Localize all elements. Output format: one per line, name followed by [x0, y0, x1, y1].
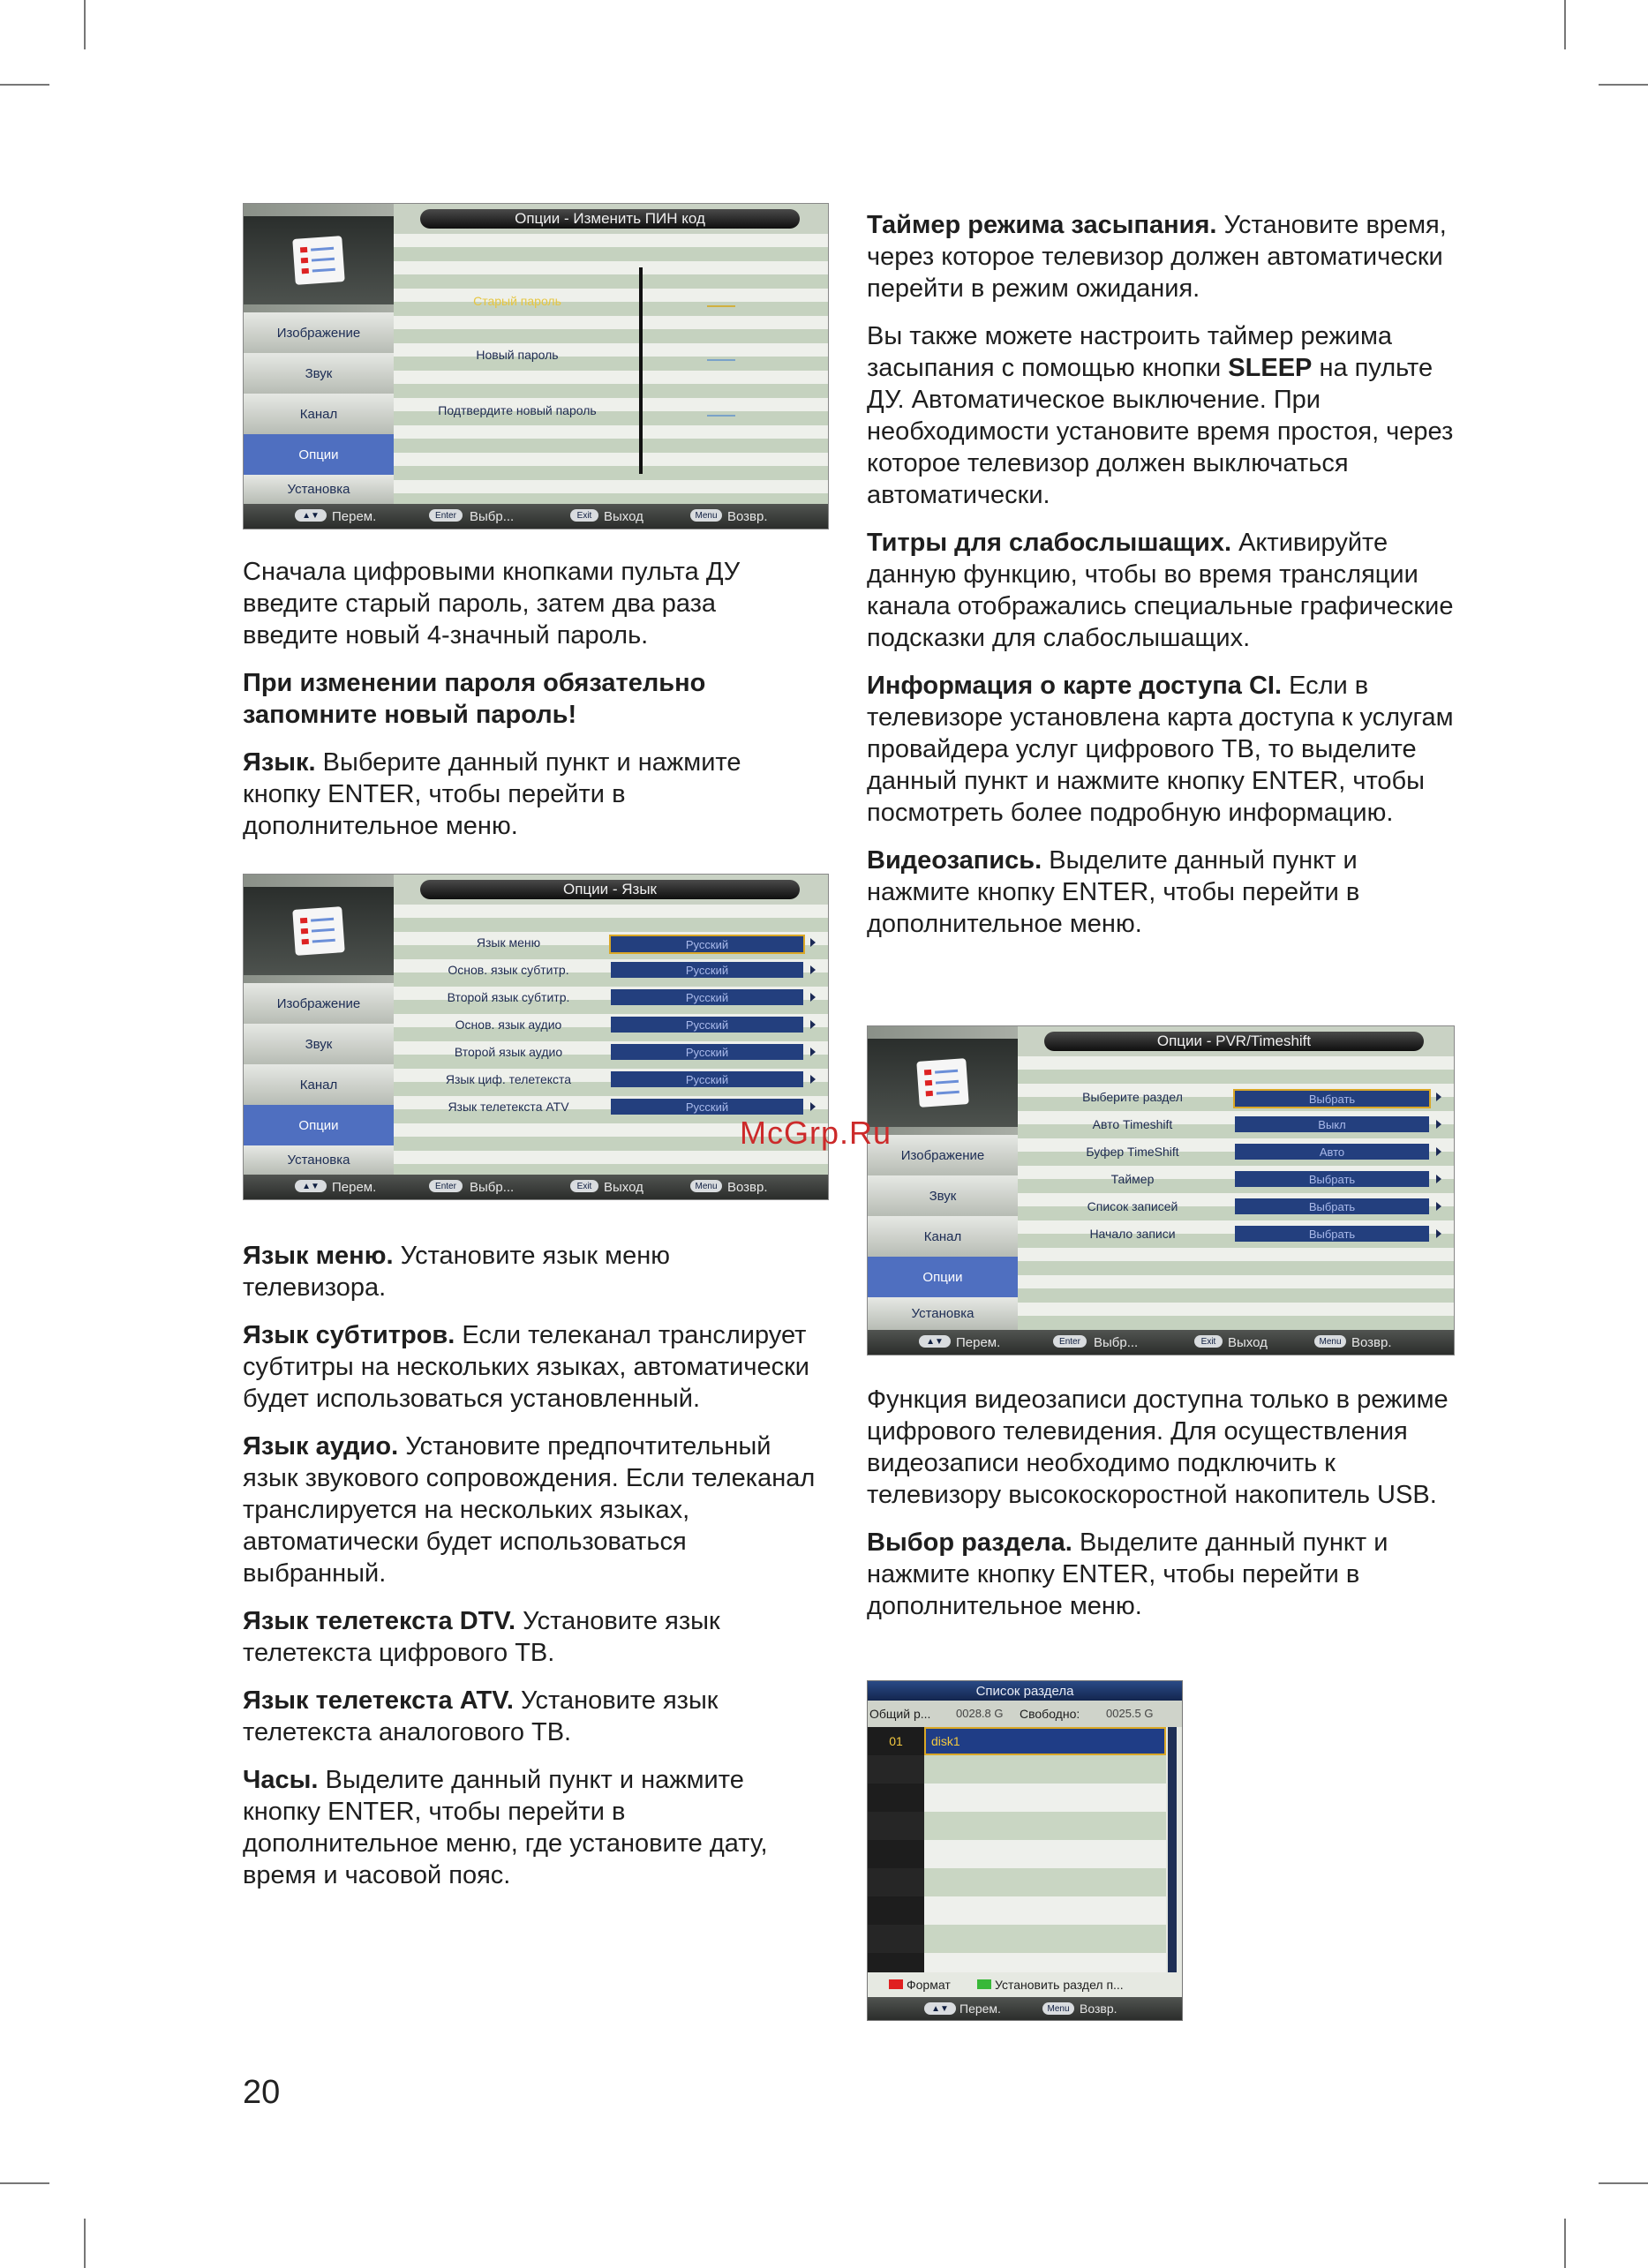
paragraph: [243, 667, 816, 731]
footer-move: Перем.: [332, 1180, 377, 1195]
row-number: 01: [868, 1727, 924, 1755]
table-row[interactable]: [868, 1727, 1166, 1755]
nav-picture[interactable]: Изображение: [868, 1135, 1018, 1176]
page-number: 20: [243, 2074, 281, 2111]
notepad-icon: [292, 906, 344, 956]
footer-back: Возвр.: [727, 509, 768, 524]
paragraph: [243, 1431, 816, 1589]
confirm-password-label[interactable]: Подтвердите новый пароль: [438, 403, 597, 417]
paragraph: [243, 1240, 816, 1303]
row-name[interactable]: disk1: [924, 1727, 1166, 1755]
text: Выделите данный пункт и нажмите кнопку ENTER, чтобы перейти в дополнительное меню.: [867, 846, 1360, 938]
text: Установите язык телетекста аналогового ТВ.: [243, 1686, 719, 1746]
new-password-label[interactable]: Новый пароль: [476, 348, 559, 362]
left-column-top: [243, 556, 816, 858]
text: , чтобы перейти в дополнительное меню.: [243, 780, 626, 840]
row-cell: [868, 1868, 924, 1896]
old-password-input[interactable]: [707, 305, 735, 307]
nav-setup[interactable]: Установка: [244, 475, 394, 505]
options-logo: [868, 1039, 1018, 1127]
row-cell: [868, 1896, 924, 1925]
lang-value[interactable]: Русский: [611, 962, 803, 978]
pin-change-screenshot: [243, 203, 829, 529]
arrow-icon: [810, 965, 816, 974]
nav-picture[interactable]: Изображение: [244, 983, 394, 1025]
lang-label[interactable]: Язык телетекста ATV: [448, 1100, 569, 1114]
bold-text: Таймер режима засыпания.: [867, 211, 1217, 239]
paragraph: [243, 1764, 816, 1891]
table-row: [868, 1925, 1166, 1953]
arrow-icon: [1436, 1147, 1441, 1156]
paragraph: [867, 845, 1454, 940]
pvr-label[interactable]: Таймер: [1110, 1172, 1155, 1186]
nav-options[interactable]: Опции: [244, 1105, 394, 1146]
paragraph: [243, 747, 816, 842]
side-menu: [244, 204, 394, 504]
nav-channel[interactable]: Канал: [868, 1216, 1018, 1258]
confirm-password-input[interactable]: [707, 415, 735, 417]
menu-key: Menu: [1314, 1335, 1346, 1348]
lang-value[interactable]: Русский: [611, 989, 803, 1005]
nav-channel[interactable]: Канал: [244, 394, 394, 435]
row-cell: [868, 1784, 924, 1812]
pvr-value[interactable]: Выбрать: [1235, 1198, 1429, 1214]
partition-title: Список раздела: [868, 1681, 1182, 1701]
footer-exit: Выход: [1228, 1335, 1268, 1350]
pvr-label[interactable]: Буфер TimeShift: [1086, 1145, 1179, 1159]
crop-mark: [1599, 2182, 1648, 2184]
exit-key: Exit: [570, 509, 598, 522]
text: Установите предпочтительный язык звукового сопровождения. Если телеканал транслируется на нескольких языках, автоматически будет использоваться выбранный.: [243, 1432, 816, 1588]
row-cell: [924, 1896, 1166, 1925]
table-row: [868, 1784, 1166, 1812]
pvr-value[interactable]: Выкл: [1235, 1116, 1429, 1132]
notepad-icon: [292, 236, 344, 285]
row-cell: [924, 1812, 1166, 1840]
arrow-icon: [810, 938, 816, 947]
paragraph: [243, 1605, 816, 1669]
bold-text: Язык аудио.: [243, 1432, 399, 1461]
pvr-screenshot: [867, 1025, 1455, 1356]
partition-info: [868, 1701, 1182, 1727]
right-column-top: [867, 209, 1454, 956]
lang-value[interactable]: Русский: [611, 1017, 803, 1033]
paragraph: [867, 1527, 1454, 1622]
bold-text: Язык телетекста ATV.: [243, 1686, 514, 1715]
arrow-icon: [1436, 1175, 1441, 1183]
notepad-icon: [916, 1058, 968, 1108]
bold-text: Видеозапись.: [867, 846, 1042, 875]
pvr-label[interactable]: Выберите раздел: [1082, 1090, 1183, 1104]
text: Активируйте данную функцию, чтобы во время трансляции канала отображались специальные графические подсказки для слабослышащих.: [867, 529, 1454, 652]
exit-key: Exit: [570, 1180, 598, 1192]
footer-move: Перем.: [959, 2001, 1001, 2016]
arrow-icon: [1436, 1202, 1441, 1211]
footer-back: Возвр.: [727, 1180, 768, 1195]
bold-text: Язык.: [243, 748, 316, 777]
options-logo: [244, 887, 394, 975]
row-cell: [868, 1840, 924, 1868]
enter-key: Enter: [429, 1180, 463, 1192]
bold-text: Язык меню.: [243, 1242, 394, 1270]
arrows-key: ▲▼: [924, 2002, 956, 2015]
green-key-icon: [977, 1979, 991, 1989]
nav-picture[interactable]: Изображение: [244, 312, 394, 354]
row-cell: [924, 1868, 1166, 1896]
exit-key: Exit: [1194, 1335, 1223, 1348]
paragraph: [243, 1685, 816, 1748]
partition-list-screenshot: [867, 1680, 1183, 2021]
crop-mark: [1564, 0, 1566, 49]
paragraph: Сначала цифровыми кнопками пульта ДУ введите старый пароль, затем два раза введите новый 4-значный пароль.: [243, 558, 741, 650]
bold-text: ENTER: [327, 780, 415, 808]
text: Установите язык телетекста цифрового ТВ.: [243, 1607, 720, 1667]
pvr-value[interactable]: Выбрать: [1235, 1171, 1429, 1187]
arrow-icon: [1436, 1229, 1441, 1238]
text: Если в телевизоре установлена карта доступа к услугам провайдера услуг цифрового ТВ, то выделите данный пункт и нажмите кнопку ENTER, чтобы посмотреть более подробную информацию.: [867, 672, 1454, 827]
footer-exit: Выход: [604, 509, 643, 524]
table-row: [868, 1812, 1166, 1840]
arrow-icon: [810, 993, 816, 1002]
pvr-label[interactable]: Авто Timeshift: [1092, 1117, 1173, 1131]
lang-label[interactable]: Язык циф. телетекста: [445, 1072, 572, 1086]
partition-footer: [868, 1997, 1182, 2020]
arrow-icon: [1436, 1093, 1441, 1101]
format-action[interactable]: Формат: [907, 1978, 951, 1992]
footer-bar: [244, 1175, 828, 1199]
bold-text: Часы.: [243, 1766, 319, 1794]
left-column-bottom: [243, 1240, 816, 1907]
text: Если телеканал транслирует субтитры на нескольких языках, автоматически будет использоваться установленный.: [243, 1321, 809, 1413]
lang-label[interactable]: Основ. язык субтитр.: [448, 963, 569, 977]
red-key-icon: [889, 1979, 903, 1989]
arrow-icon: [810, 1102, 816, 1111]
pvr-value[interactable]: Выбрать: [1235, 1226, 1429, 1242]
crop-mark: [1599, 84, 1648, 86]
row-cell: [924, 1840, 1166, 1868]
nav-channel[interactable]: Канал: [244, 1064, 394, 1106]
nav-setup[interactable]: Установка: [868, 1297, 1018, 1331]
pvr-label[interactable]: Список записей: [1087, 1199, 1178, 1213]
lang-label[interactable]: Основ. язык аудио: [455, 1018, 562, 1032]
arrow-icon: [1436, 1120, 1441, 1129]
menu-key: Menu: [690, 509, 722, 522]
nav-sound[interactable]: Звук: [868, 1175, 1018, 1217]
footer-select: Выбр...: [470, 509, 515, 524]
new-password-input[interactable]: [707, 359, 735, 361]
crop-mark: [84, 2219, 86, 2268]
footer-select: Выбр...: [470, 1180, 515, 1195]
lang-value[interactable]: Русский: [609, 935, 805, 954]
crop-mark: [84, 0, 86, 49]
total-label: Общий р...: [869, 1707, 931, 1721]
enter-key: Enter: [1053, 1335, 1087, 1348]
arrow-icon: [810, 1075, 816, 1084]
arrows-key: ▲▼: [295, 509, 327, 522]
arrows-key: ▲▼: [295, 1180, 327, 1192]
pvr-value[interactable]: Авто: [1235, 1144, 1429, 1160]
partition-actions: [868, 1972, 1182, 1997]
free-label: Свободно:: [1020, 1707, 1080, 1721]
row-cell: [924, 1784, 1166, 1812]
footer-back: Возвр.: [1351, 1335, 1392, 1350]
lang-label[interactable]: Второй язык аудио: [454, 1045, 563, 1059]
menu-key: Menu: [1042, 2002, 1074, 2015]
paragraph: [867, 209, 1454, 304]
lang-label[interactable]: Язык меню: [476, 935, 541, 950]
bold-text: SLEEP: [1228, 354, 1313, 382]
footer-bar: [868, 1330, 1454, 1355]
old-password-label[interactable]: Старый пароль: [473, 294, 561, 308]
pvr-label[interactable]: Начало записи: [1089, 1227, 1176, 1241]
text: Выберите данный пункт и нажмите кнопку: [243, 748, 741, 808]
nav-sound[interactable]: Звук: [244, 353, 394, 394]
footer-select: Выбр...: [1094, 1335, 1139, 1350]
lang-value[interactable]: Русский: [611, 1099, 803, 1115]
side-menu: [244, 875, 394, 1175]
right-column-bottom: [867, 1384, 1454, 1638]
set-partition-action[interactable]: Установить раздел п...: [995, 1978, 1124, 1992]
menu-key: Menu: [690, 1180, 722, 1192]
arrows-key: ▲▼: [919, 1335, 951, 1348]
table-row: [868, 1755, 1166, 1784]
watermark: McGrp.Ru: [740, 1115, 892, 1151]
free-value: 0025.5 G: [1106, 1707, 1154, 1720]
screen-title: Опции - Изменить ПИН код: [420, 209, 800, 229]
table-row: [868, 1868, 1166, 1896]
screen-title: Опции - PVR/Timeshift: [1044, 1032, 1424, 1051]
side-menu: [868, 1026, 1018, 1330]
bold-text: Язык субтитров.: [243, 1321, 455, 1349]
screen-title: Опции - Язык: [420, 880, 800, 899]
bold-text: Выбор раздела.: [867, 1528, 1072, 1557]
nav-options[interactable]: Опции: [868, 1257, 1018, 1298]
paragraph: [867, 527, 1454, 654]
bold-text: При изменении пароля обязательно запомните новый пароль!: [243, 669, 706, 729]
scrollbar[interactable]: [1168, 1727, 1177, 1976]
row-cell: [868, 1925, 924, 1953]
footer-exit: Выход: [604, 1180, 643, 1195]
pvr-value[interactable]: Выбрать: [1233, 1089, 1431, 1108]
row-cell: [924, 1755, 1166, 1784]
paragraph: [243, 1319, 816, 1415]
bold-text: Информация о карте доступа CI.: [867, 672, 1283, 700]
rows-area: [394, 234, 828, 504]
paragraph: [867, 320, 1454, 511]
paragraph: [867, 670, 1454, 829]
text: на пульте ДУ. Автоматическое выключение. При необходимости установите время простоя, через которое телевизор должен выключаться автоматически.: [867, 354, 1454, 509]
bold-text: Титры для слабослышащих.: [867, 529, 1232, 557]
crop-mark: [0, 84, 49, 86]
crop-mark: [1564, 2219, 1566, 2268]
footer-move: Перем.: [956, 1335, 1001, 1350]
total-value: 0028.8 G: [956, 1707, 1004, 1720]
lang-value[interactable]: Русский: [611, 1071, 803, 1087]
footer-move: Перем.: [332, 509, 377, 524]
lang-label[interactable]: Второй язык субтитр.: [447, 990, 570, 1004]
row-cell: [868, 1755, 924, 1784]
arrow-icon: [810, 1048, 816, 1056]
nav-options[interactable]: Опции: [244, 434, 394, 476]
row-cell: [868, 1812, 924, 1840]
footer-bar: [244, 504, 828, 529]
text: Выделите данный пункт и нажмите кнопку ENTER, чтобы перейти в дополнительное меню.: [867, 1528, 1388, 1620]
text: Вы также можете настроить таймер режима засыпания с помощью кнопки: [867, 322, 1393, 382]
footer-back: Возвр.: [1080, 2001, 1117, 2016]
nav-setup[interactable]: Установка: [244, 1145, 394, 1175]
lang-value[interactable]: Русский: [611, 1044, 803, 1060]
text: Выделите данный пункт и нажмите кнопку ENTER, чтобы перейти в дополнительное меню, где установите дату, время и часовой пояс.: [243, 1766, 768, 1889]
arrow-icon: [810, 1020, 816, 1029]
options-logo: [244, 216, 394, 304]
row-cell: [924, 1925, 1166, 1953]
table-row: [868, 1896, 1166, 1925]
bold-text: Язык телетекста DTV.: [243, 1607, 516, 1635]
paragraph: Функция видеозаписи доступна только в режиме цифрового телевидения. Для осуществления видеозаписи необходимо подключить к телевизору высокоскоростной накопитель USB.: [867, 1386, 1449, 1509]
enter-key: Enter: [429, 509, 463, 522]
divider-bar: [639, 267, 643, 474]
text: Установите язык меню телевизора.: [243, 1242, 670, 1302]
crop-mark: [0, 2182, 49, 2184]
text: Установите время, через которое телевизор должен автоматически перейти в режим ожидания.: [867, 211, 1447, 303]
partition-grid: [868, 1727, 1166, 1976]
nav-sound[interactable]: Звук: [244, 1024, 394, 1065]
table-row: [868, 1840, 1166, 1868]
